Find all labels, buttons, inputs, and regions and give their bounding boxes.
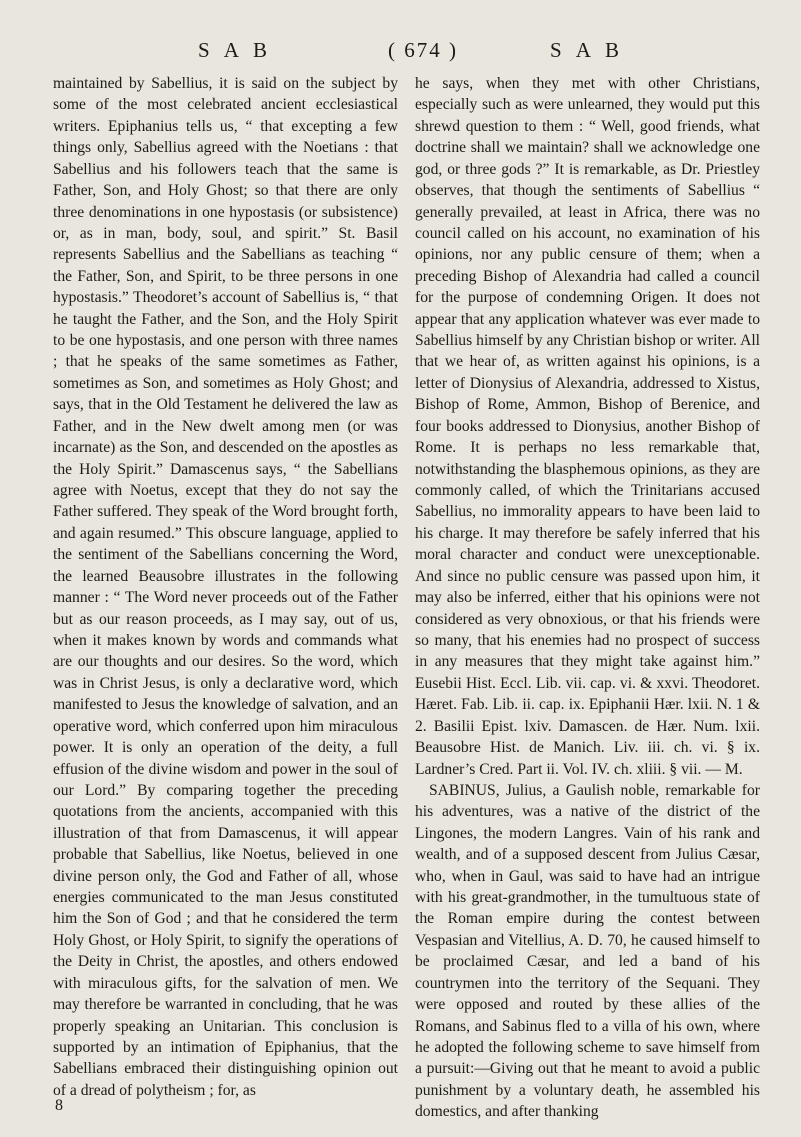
running-header [50,38,751,64]
right-column-paragraph-2: SABINUS, Julius, a Gaulish noble, remarkable for his adventures, was a native of the district of the Lingones, the modern Langres. Vain of his rank and wealth, and of a supposed descent from Julius Cæsar, who, when in Gaul, was said to have had an intrigue with his great-grandmother, in the tumultuous state of the Roman empire during the contest between Vespasian and Vitellius, A. D. 70, he caused himself to be proclaimed Cæsar, and led a band of his countrymen into the territory of the Sequani. They were opposed and routed by these allies of the Romans, and Sabinus fled to a villa of his own, where he adopted the following scheme to save himself from a pursuit:—Giving out that he meant to avoid a public punishment by a voluntary death, he assembled his domestics, and after thanking [415,781,760,1121]
header-right: S A B [550,38,625,62]
right-column [415,73,760,1123]
signature-mark: 8 [55,1097,63,1114]
left-column-text: maintained by Sabellius, it is said on the subject by some of the most celebrated ancient ecclesiastical writers. Epiphanius tells us, “ that excepting a few things only, Sabellius agreed with the Noetians : that Sabellius and his followers teach that the same is Father, Son, and Holy Ghost; so that there are only three denominations in one hypostasis (or subsistence) or, as in man, body, soul, and spirit.” St. Basil represents Sabellius and the Sabellians as teaching “ the Father, Son, and Spirit, to be three persons in one hypostasis.” Theodoret’s account of Sabellius is, “ that he taught the Father, and the Son, and the Holy Spirit to be one hypostasis, and one person with three names ; that he speaks of the same sometimes as Father, sometimes as Son, and sometimes as Holy Ghost; and says, that in the Old Testament he delivered the law as Father, and in the New dwelt among men (or was incarnate) as the Son, and descended on the apostles as the Holy Spirit.” Damascenus says, “ the Sabellians agree with Noetus, except that they do not say the Father suffered. They speak of the Word brought forth, and again resumed.” This obscure language, applied to the sentiment of the Sabellians concerning the Word, the learned Beausobre illustrates in the following manner : “ The Word never proceeds out of the Father but as our reason proceeds, as I may say, out of us, when it makes known by words and commands what are our thoughts and our desires. So the word, which was in Christ Jesus, is only a declarative word, which manifested to Jesus the knowledge of salvation, and an operative word, which conferred upon him miraculous power. It is only an operation of the deity, a full effusion of the divine wisdom and power in the soul of our Lord.” By comparing together the preceding quotations from the ancients, accompanied with this illustration of that from Damascenus, it will appear probable that Sabellius, like Noetus, believed in one divine person only, the God and Father of all, whose energies communicated to the man Jesus constituted him the Son of God ; and that he considered the term Holy Ghost, or Holy Spirit, to signify the operations of the Deity in Christ, the apostles, and others endowed with miraculous gifts, for the salvation of men. We may therefore be warranted in concluding, that he was properly speaking an Unitarian. This conclusion is supported by an intimation of Epiphanius, that the Sabellians embraced their distinguishing opinion out of a dread of polytheism ; for, as [53,75,398,1099]
right-column-paragraph-1: he says, when they met with other Christians, especially such as were unlearned, they would put this shrewd question to them : “ Well, good friends, what doctrine shall we maintain? shall we acknowledge one god, or three gods ?” It is remarkable, as Dr. Priestley observes, that though the sentiments of Sabellius “ generally prevailed, at least in Africa, there was no council called on his account, no examination of his opinions, nor any public censure of them; when a preceding Bishop of Alexandria had called a council for the purpose of condemning Origen. It does not appear that any application whatever was ever made to Sabellius himself by any Christian bishop or writer. All that we hear of, as written against his opinions, is a letter of Dionysius of Alexandria, addressed to Xistus, Bishop of Rome, Ammon, Bishop of Berenice, and four books addressed to Dionysius, another Bishop of Rome. It is perhaps no less remarkable that, notwithstanding the blasphemous opinions, as they are commonly called, of which the Trinitarians accused Sabellius, no immorality appears to have been laid to his charge. It may therefore be safely inferred that his moral character and conduct were unexceptionable. And since no public censure was passed upon him, it may also be inferred, either that his opinions were not considered as very obnoxious, or that his friends were so many, that his enemies had no prospect of success in any measures that they might take against him.” Eusebii Hist. Eccl. Lib. vii. cap. vi. & xxvi. Theodoret. Hæret. Fab. Lib. ii. cap. ix. Epiphanii Hær. lxii. N. 1 & 2. Basilii Epist. lxiv. Damascen. de Hær. Num. lxii. Beausobre Hist. de Manich. Liv. iii. ch. vi. § ix. Lardner’s Cred. Part ii. Vol. IV. ch. xliii. § vii. — M. [415,75,760,778]
left-column [53,73,398,1101]
header-left: S A B [198,38,273,62]
page-number: ( 674 ) [388,38,458,62]
